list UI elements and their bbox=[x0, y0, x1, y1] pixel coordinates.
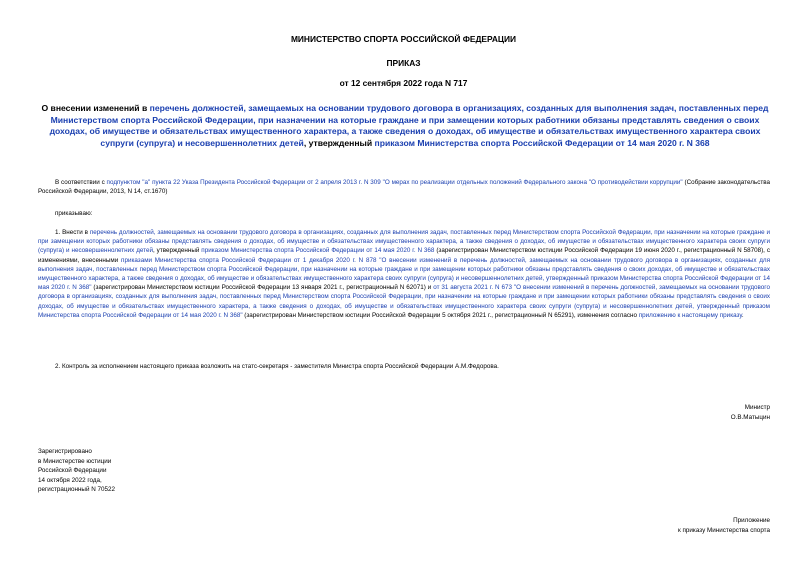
appendix-line: к приказу Министерства спорта bbox=[678, 526, 770, 534]
title-text-2: , утвержденный bbox=[303, 137, 375, 148]
item1-text-6: . bbox=[741, 311, 744, 319]
title-link-list[interactable]: перечень должностей, замещаемых на основании трудового договора в организациях, созданных для выполнения задач, поставленных перед Министерством спорта Российской Федерации, при назначении на которые граждане и при замещении которых работники обязаны представлять сведения о своих доходах, об имуществе и обязательствах имущественного характера, а также сведения о доходах, об имуществе и обязательствах имущественного характера своих супруги (супруга) и несовершеннолетних детей bbox=[49, 103, 769, 148]
decree-link[interactable]: подпунктом "а" пункта 22 Указа Президента Российской Федерации от 2 апреля 2013 г. N 309 "О мерах по реализации отдельных положений Федерального закона "О противодействии коррупции" bbox=[106, 179, 683, 186]
item1-text-4: (зарегистрирован Министерством юстиции Российской Федерации 13 января 2021 г., регистрационный N 62071) и bbox=[91, 284, 434, 292]
item1-link-order-673[interactable]: от 31 августа 2021 г. N 673 "О внесении изменений в перечень должностей, замещаемых на основании трудового договора в организациях, созданных для выполнения задач, поставленных перед Министерством спорта Российской Федерации, при назначении на которые граждане и при замещении которых работники обязаны представлять сведения о своих доходах, об имуществе и обязательствах имущественного характера, а также сведения о доходах, об имуществе и обязательствах имущественного характера своих супруги (супруга) и несовершеннолетних детей, утвержденный приказом Министерства спорта Российской Федерации от 14 мая 2020 г. N 368" bbox=[38, 284, 770, 319]
paragraph-item-2: 2. Контроль за исполнением настоящего приказа возложить на статс-секретаря - заместителя Министра спорта Российской Федерации А.М.Федорова. bbox=[55, 363, 499, 370]
item1-text-1: 1. Внести в bbox=[55, 229, 90, 236]
item1-link-appendix[interactable]: приложению к настоящему приказу bbox=[638, 311, 742, 319]
appendix-line: Приложение bbox=[733, 517, 770, 524]
doc-type-heading: ПРИКАЗ bbox=[386, 58, 421, 68]
item1-link-order-368[interactable]: приказом Министерства спорта Российской Федерации от 14 мая 2020 г. N 368 bbox=[201, 247, 435, 255]
paragraph-basis bbox=[38, 178, 770, 196]
title-link-order[interactable]: приказом Министерства спорта Российской Федерации от 14 мая 2020 г. N 368 bbox=[374, 137, 710, 148]
paragraph-item-1 bbox=[38, 228, 770, 320]
registration-line: Российской Федерации bbox=[38, 467, 107, 474]
signature-block bbox=[731, 403, 770, 422]
ministry-heading: МИНИСТЕРСТВО СПОРТА РОССИЙСКОЙ ФЕДЕРАЦИИ bbox=[290, 34, 517, 44]
registration-line: Зарегистрировано bbox=[38, 448, 92, 455]
item1-text-5: (зарегистрирован Министерством юстиции Российской Федерации 5 октября 2021 г., регистрационный N 65291), изменения согласно bbox=[242, 311, 639, 319]
signature-name: О.В.Матыцин bbox=[730, 413, 770, 421]
appendix-block bbox=[678, 516, 770, 535]
registration-line: в Министерстве юстиции bbox=[38, 457, 112, 465]
item1-link-order-878[interactable]: приказами Министерства спорта Российской Федерации от 1 декабря 2020 г. N 878 "О внесении изменений в перечень должностей, замещаемых на основании трудового договора в организациях, созданных для выполнения задач, поставленных перед Министерством спорта Российской Федерации, при назначении на которые граждане и при замещении которых работники обязаны представлять сведения о своих доходах, об имуществе и обязательствах имущественного характера, а также сведения о доходах, об имуществе и обязательствах имущественного характера своих супруги (супруга) и несовершеннолетних детей, утвержденный приказом Министерства спорта Российской Федерации от 14 мая 2020 г. N 368" bbox=[38, 256, 770, 292]
item1-text-3: (зарегистрирован Министерством юстиции Российской Федерации 19 июня 2020 г., регистрационный N 58708), с изменениями, внесенными bbox=[38, 247, 770, 264]
registration-line: 14 октября 2022 года, bbox=[38, 476, 102, 484]
paragraph-order-word: приказываю: bbox=[55, 210, 93, 217]
registration-block bbox=[38, 447, 115, 495]
item1-text-2: , утвержденный bbox=[153, 247, 202, 255]
date-number-heading: от 12 сентября 2022 года N 717 bbox=[339, 78, 468, 88]
registration-line: регистрационный N 70522 bbox=[38, 486, 116, 493]
title-text-1: О внесении изменений в bbox=[41, 103, 150, 113]
document-title bbox=[40, 103, 770, 149]
signature-position: Министр bbox=[744, 404, 770, 411]
paragraph-basis-text-1: В соответствии с bbox=[55, 179, 107, 186]
item1-link-list[interactable]: перечень должностей, замещаемых на основании трудового договора в организациях, созданных для выполнения задач, поставленных перед Министерством спорта Российской Федерации, при назначении на которые граждане и при замещении которых работники обязаны представлять сведения о доходах, об имуществе и обязательствах имущественного характера, а также сведения о доходах, об имуществе и обязательствах имущественного характера своих супруги (супруга) и несовершеннолетних детей bbox=[38, 229, 771, 255]
paragraph-basis-text-2: (Собрание законодательства Российской Федерации, 2013, N 14, ст.1670) bbox=[38, 179, 770, 196]
